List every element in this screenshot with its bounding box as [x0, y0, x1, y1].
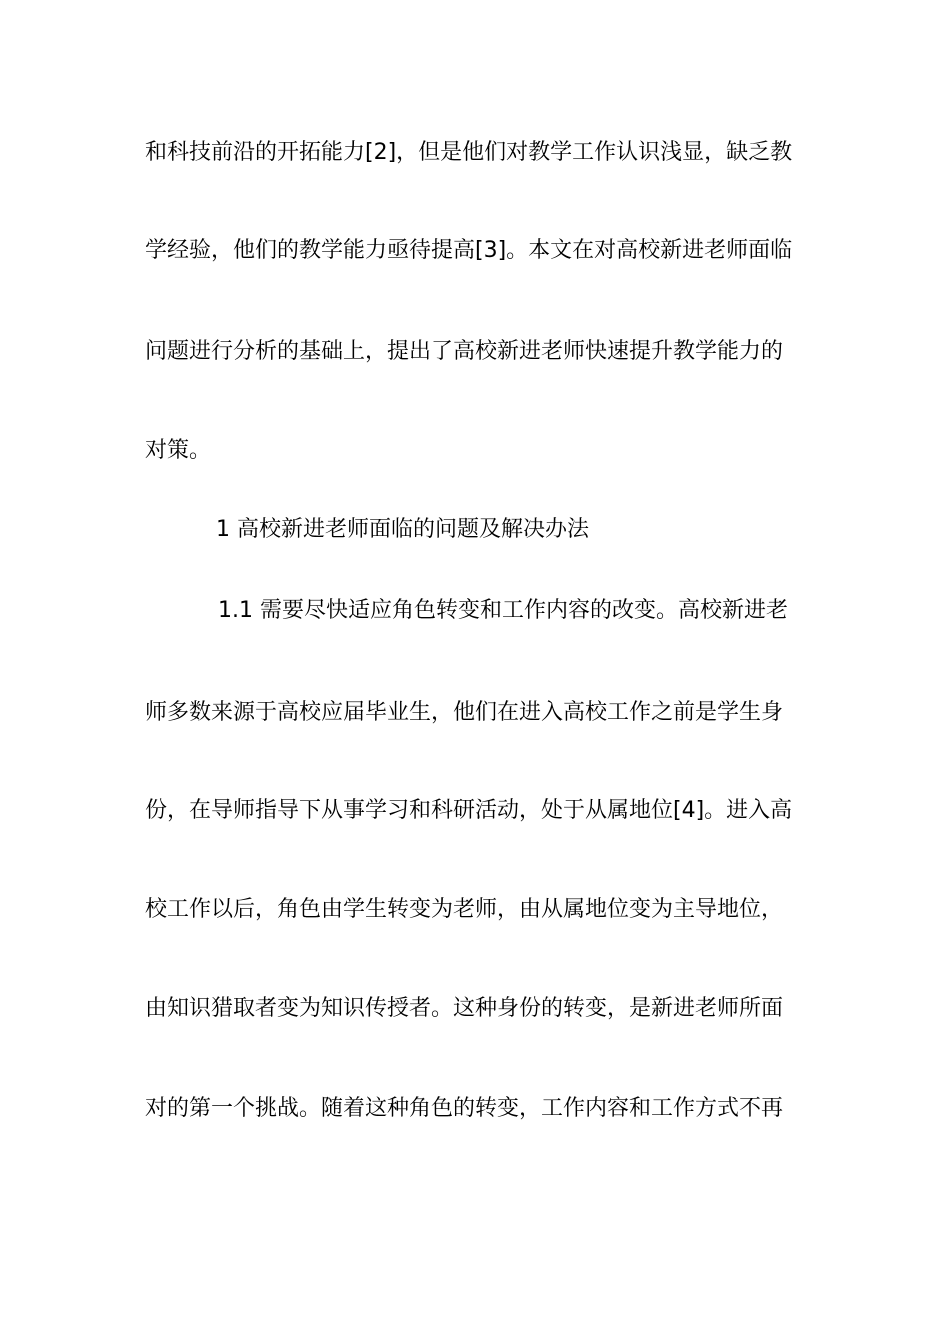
subsection-line: 1.1 需要尽快适应角色转变和工作内容的改变。高校新进老 [218, 598, 788, 623]
paragraph-line: 问题进行分析的基础上，提出了高校新进老师快速提升教学能力的 [145, 339, 784, 364]
paragraph-line: 对的第一个挑战。随着这种角色的转变，工作内容和工作方式不再 [145, 1096, 784, 1121]
paragraph-line: 校工作以后，角色由学生转变为老师，由从属地位变为主导地位， [145, 897, 784, 922]
paragraph-line: 由知识猎取者变为知识传授者。这种身份的转变，是新进老师所面 [145, 996, 784, 1021]
paragraph-line: 学经验，他们的教学能力亟待提高[3]。本文在对高校新进老师面临 [145, 238, 793, 263]
paragraph-line: 对策。 [145, 438, 212, 463]
paragraph-line: 和科技前沿的开拓能力[2]，但是他们对教学工作认识浅显，缺乏教 [145, 140, 793, 165]
section-heading: 1 高校新进老师面临的问题及解决办法 [216, 517, 589, 542]
paragraph-line: 师多数来源于高校应届毕业生，他们在进入高校工作之前是学生身 [145, 700, 784, 725]
paragraph-line: 份，在导师指导下从事学习和科研活动，处于从属地位[4]。进入高 [145, 798, 793, 823]
